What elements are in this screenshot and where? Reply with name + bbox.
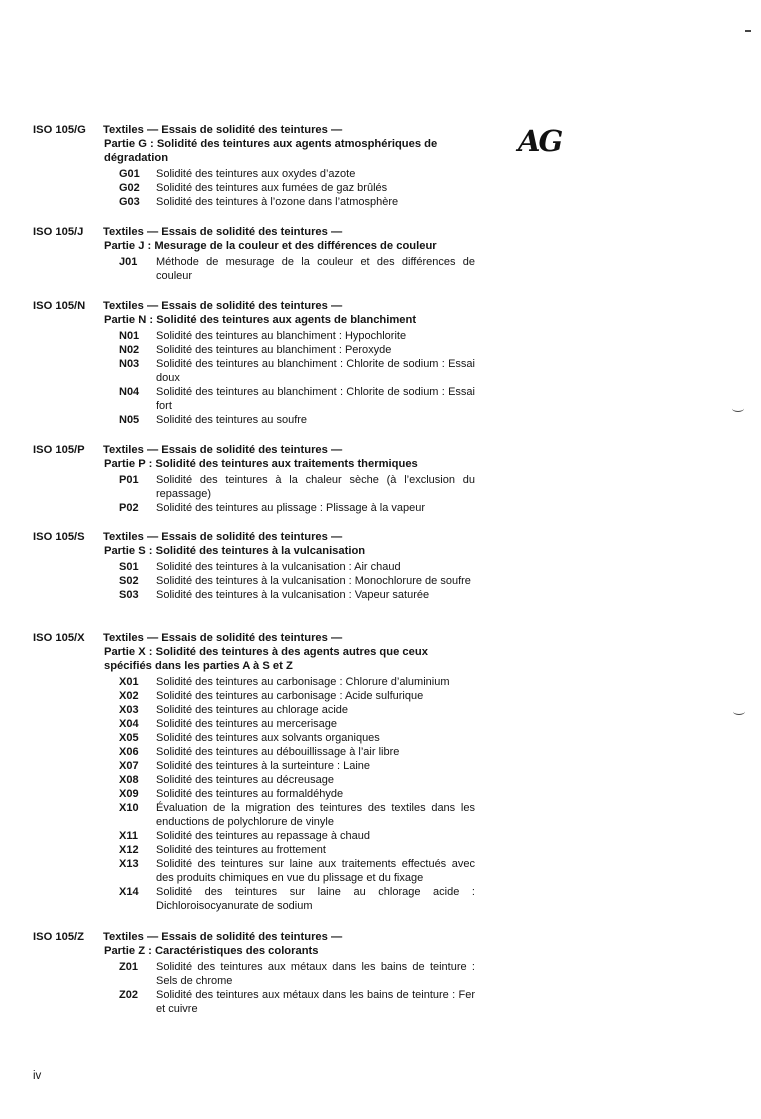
part-code: X01 bbox=[119, 676, 139, 688]
part-text: Solidité des teintures au mercerisage bbox=[156, 718, 337, 730]
part-list bbox=[103, 560, 475, 602]
part-text: Solidité des teintures au décreusage bbox=[156, 774, 334, 786]
part-item bbox=[103, 801, 475, 829]
standard-code: ISO 105/P bbox=[33, 444, 85, 456]
part-item bbox=[103, 675, 475, 689]
part-title: Partie X : Solidité des teintures à des agents autres que ceux spécifiés dans les parties A à S et Z bbox=[104, 646, 428, 672]
standard-code: ISO 105/G bbox=[33, 124, 86, 136]
part-text: Solidité des teintures au formaldéhyde bbox=[156, 788, 344, 800]
part-text: Solidité des teintures au carbonisage : Chlorure d’aluminium bbox=[156, 676, 450, 688]
part-code: X02 bbox=[119, 690, 139, 702]
part-text: Solidité des teintures au repassage à chaud bbox=[156, 830, 371, 842]
standard-title: Textiles — Essais de solidité des teintures — bbox=[103, 531, 343, 543]
standard-body bbox=[103, 124, 475, 209]
part-code: G01 bbox=[119, 168, 140, 180]
part-code: X04 bbox=[119, 718, 139, 730]
margin-tick-mark bbox=[733, 708, 745, 715]
standard-title: Textiles — Essais de solidité des teintures — bbox=[103, 632, 343, 644]
part-code: X14 bbox=[119, 886, 139, 898]
part-list bbox=[103, 167, 475, 209]
part-title: Partie P : Solidité des teintures aux traitements thermiques bbox=[104, 458, 418, 470]
part-item bbox=[103, 689, 475, 703]
standard-title: Textiles — Essais de solidité des teintures — bbox=[103, 300, 343, 312]
part-code: X08 bbox=[119, 774, 139, 786]
part-text: Solidité des teintures au soufre bbox=[156, 414, 308, 426]
part-text: Solidité des teintures au blanchiment : Hypochlorite bbox=[156, 330, 407, 342]
part-item bbox=[103, 857, 475, 885]
part-item bbox=[103, 329, 475, 343]
standard-body bbox=[103, 226, 475, 283]
part-text: Solidité des teintures au plissage : Plissage à la vapeur bbox=[156, 502, 426, 514]
part-text: Solidité des teintures au carbonisage : Acide sulfurique bbox=[156, 690, 424, 702]
standard-code: ISO 105/Z bbox=[33, 931, 84, 943]
part-item bbox=[103, 588, 475, 602]
part-code: N03 bbox=[119, 358, 140, 370]
part-item bbox=[103, 560, 475, 574]
part-code: G02 bbox=[119, 182, 140, 194]
part-text: Solidité des teintures au blanchiment : Chlorite de sodium : Essai doux bbox=[156, 358, 475, 384]
part-text: Solidité des teintures à la vulcanisation : Monochlorure de soufre bbox=[156, 575, 471, 587]
part-text: Solidité des teintures à la chaleur sèche (à l’exclusion du repassage) bbox=[156, 474, 475, 500]
part-list bbox=[103, 473, 475, 515]
part-item bbox=[103, 255, 475, 283]
part-item bbox=[103, 703, 475, 717]
part-item bbox=[103, 473, 475, 501]
part-text: Solidité des teintures à la surteinture : Laine bbox=[156, 760, 371, 772]
part-text: Évaluation de la migration des teintures des textiles dans les enductions de polychlorure de vinyle bbox=[156, 802, 475, 828]
part-item bbox=[103, 829, 475, 843]
part-list bbox=[103, 960, 475, 1016]
part-code: X03 bbox=[119, 704, 139, 716]
part-item bbox=[103, 357, 475, 385]
part-item bbox=[103, 745, 475, 759]
part-item bbox=[103, 843, 475, 857]
part-item bbox=[103, 773, 475, 787]
standard-body bbox=[103, 300, 475, 427]
part-code: S01 bbox=[119, 561, 139, 573]
part-title: Partie N : Solidité des teintures aux agents de blanchiment bbox=[104, 314, 417, 326]
part-code: N02 bbox=[119, 344, 140, 356]
part-code: J01 bbox=[119, 256, 138, 268]
margin-dash-mark bbox=[745, 30, 751, 32]
standard-code: ISO 105/N bbox=[33, 300, 86, 312]
part-code: X07 bbox=[119, 760, 139, 772]
part-text: Solidité des teintures aux oxydes d’azote bbox=[156, 168, 356, 180]
part-text: Solidité des teintures à la vulcanisation : Air chaud bbox=[156, 561, 401, 573]
part-code: X05 bbox=[119, 732, 139, 744]
part-text: Solidité des teintures aux métaux dans les bains de teinture : Fer et cuivre bbox=[156, 989, 475, 1015]
part-item bbox=[103, 413, 475, 427]
standard-code: ISO 105/S bbox=[33, 531, 85, 543]
part-code: P02 bbox=[119, 502, 139, 514]
part-code: N04 bbox=[119, 386, 140, 398]
part-text: Solidité des teintures à la vulcanisation : Vapeur saturée bbox=[156, 589, 430, 601]
part-item bbox=[103, 195, 475, 209]
part-code: G03 bbox=[119, 196, 140, 208]
part-code: N05 bbox=[119, 414, 140, 426]
part-code: X09 bbox=[119, 788, 139, 800]
standard-body bbox=[103, 531, 475, 602]
part-text: Solidité des teintures au débouillissage à l’air libre bbox=[156, 746, 400, 758]
part-text: Méthode de mesurage de la couleur et des différences de couleur bbox=[156, 256, 475, 282]
part-title: Partie Z : Caractéristiques des colorants bbox=[104, 945, 319, 957]
part-text: Solidité des teintures sur laine aux traitements effectués avec des produits chimiques en vue du plissage et du fixage bbox=[156, 858, 475, 884]
part-code: X06 bbox=[119, 746, 139, 758]
margin-tick-mark bbox=[732, 405, 744, 412]
part-text: Solidité des teintures au blanchiment : Chlorite de sodium : Essai fort bbox=[156, 386, 475, 412]
part-text: Solidité des teintures au chlorage acide bbox=[156, 704, 349, 716]
part-item bbox=[103, 731, 475, 745]
part-title: Partie J : Mesurage de la couleur et des différences de couleur bbox=[104, 240, 437, 252]
part-text: Solidité des teintures au blanchiment : Peroxyde bbox=[156, 344, 392, 356]
part-list bbox=[103, 255, 475, 283]
standard-body bbox=[103, 931, 475, 1016]
part-text: Solidité des teintures aux fumées de gaz brûlés bbox=[156, 182, 388, 194]
part-item bbox=[103, 960, 475, 988]
part-list bbox=[103, 329, 475, 427]
page-number: iv bbox=[33, 1070, 42, 1082]
part-item bbox=[103, 988, 475, 1016]
part-code: X12 bbox=[119, 844, 139, 856]
part-code: X13 bbox=[119, 858, 139, 870]
standard-body bbox=[103, 632, 475, 913]
part-code: N01 bbox=[119, 330, 140, 342]
part-item bbox=[103, 759, 475, 773]
standard-code: ISO 105/X bbox=[33, 632, 85, 644]
part-code: X10 bbox=[119, 802, 139, 814]
standard-title: Textiles — Essais de solidité des teintures — bbox=[103, 226, 343, 238]
part-code: S02 bbox=[119, 575, 139, 587]
part-code: P01 bbox=[119, 474, 139, 486]
part-text: Solidité des teintures aux métaux dans les bains de teinture : Sels de chrome bbox=[156, 961, 475, 987]
part-item bbox=[103, 343, 475, 357]
part-text: Solidité des teintures à l’ozone dans l’atmosphère bbox=[156, 196, 399, 208]
standard-title: Textiles — Essais de solidité des teintures — bbox=[103, 444, 343, 456]
standard-title: Textiles — Essais de solidité des teintures — bbox=[103, 124, 343, 136]
part-item bbox=[103, 885, 475, 913]
part-item bbox=[103, 574, 475, 588]
part-text: Solidité des teintures au frottement bbox=[156, 844, 326, 856]
part-item bbox=[103, 787, 475, 801]
standard-body bbox=[103, 444, 475, 515]
part-text: Solidité des teintures sur laine au chlorage acide : Dichloroisocyanurate de sodium bbox=[156, 886, 475, 912]
part-item bbox=[103, 167, 475, 181]
part-item bbox=[103, 385, 475, 413]
part-item bbox=[103, 501, 475, 515]
standard-title: Textiles — Essais de solidité des teintures — bbox=[103, 931, 343, 943]
part-list bbox=[103, 675, 475, 913]
part-code: X11 bbox=[119, 830, 138, 842]
part-item bbox=[103, 181, 475, 195]
part-text: Solidité des teintures aux solvants organiques bbox=[156, 732, 380, 744]
part-title: Partie G : Solidité des teintures aux agents atmosphériques de dégradation bbox=[104, 138, 438, 164]
standard-code: ISO 105/J bbox=[33, 226, 84, 238]
handwritten-annotation: AG bbox=[518, 124, 562, 158]
part-item bbox=[103, 717, 475, 731]
part-code: Z02 bbox=[119, 989, 138, 1001]
part-title: Partie S : Solidité des teintures à la vulcanisation bbox=[104, 545, 366, 557]
part-code: S03 bbox=[119, 589, 139, 601]
part-code: Z01 bbox=[119, 961, 138, 973]
